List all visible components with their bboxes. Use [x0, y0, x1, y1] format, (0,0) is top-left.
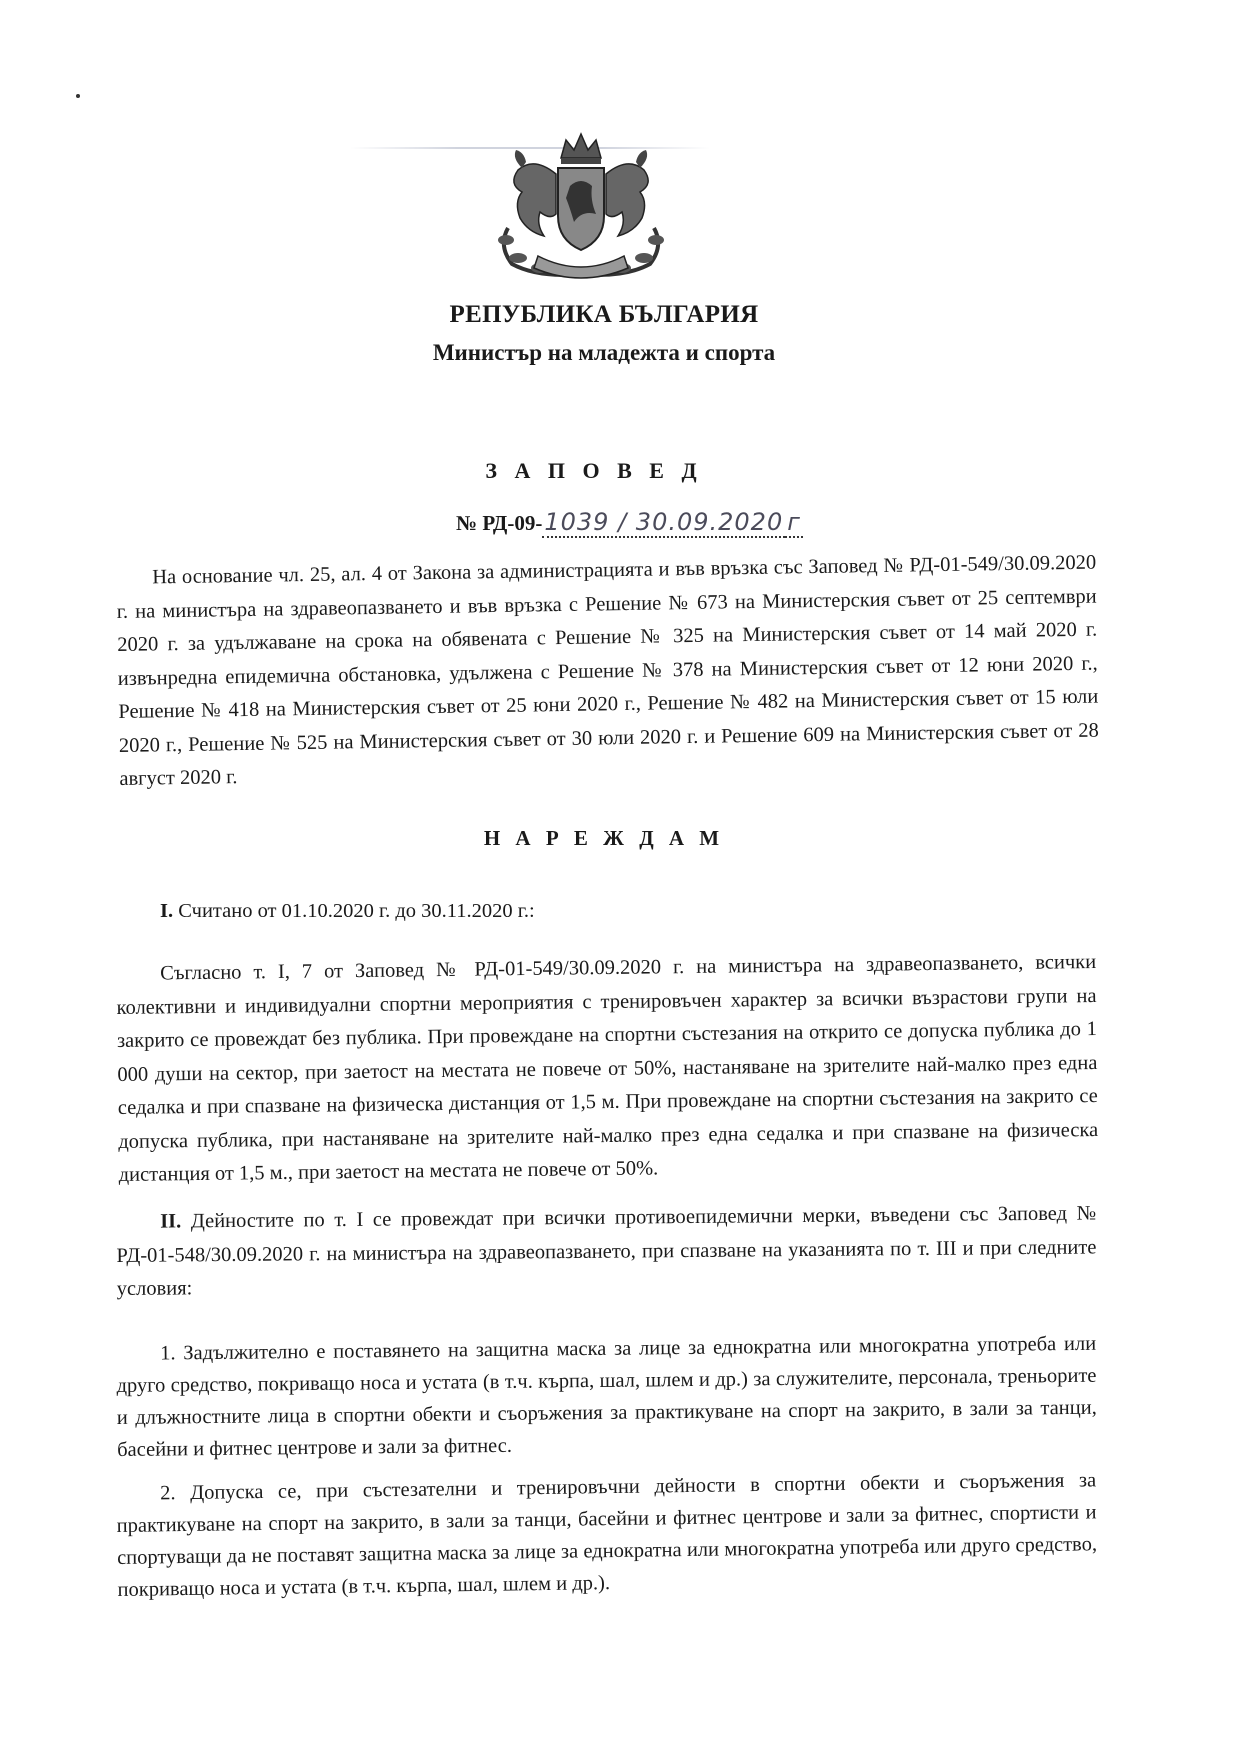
- section-2-text: Дейностите по т. I се провеждат при всички противоепидемични мерки, въведени със Заповед № РД-01-548/30.09.2020 г. на министъра на здравеопазването, при спазване на указанията по т. III и при следните условия:: [116, 1202, 1097, 1300]
- section-2-item-1: 1. Задължително е поставянето на защитна маска за лице за еднократна или многократна употреба или друго средство, покриващо носа и устата (в т.ч. кърпа, шал, шлем и др.) за служителите, персонала, треньорите и длъжностните лица в спортни обекти и съоръжения за практикуване на спорт на закрито, в зали за танци, басейни и фитнес центрове и зали за фитнес.: [116, 1332, 1097, 1461]
- section-2-roman: II.: [160, 1210, 182, 1233]
- section-1-roman: I.: [160, 900, 174, 922]
- section-2-item-2: 2. Допуска се, при състезателни и тренировъчни дейности в спортни обекти и съоръжения за практикуване на спорт на закрито, в зали за танци, басейни и фитнес центрове и зали за фитнес, спортисти и спортуващи да не поставят защитна маска за лице за еднократна или многократна употреба или друго средство, покриващо носа и устата (в т.ч. кърпа, шал, шлем и др.).: [116, 1469, 1098, 1601]
- section-1-heading: [160, 900, 535, 923]
- order-title: З А П О В Е Д: [485, 458, 703, 483]
- coat-of-arms-icon: [478, 128, 684, 286]
- section-2-paragraph: [116, 1197, 1097, 1306]
- republic-title: РЕПУБЛИКА БЪЛГАРИЯ: [449, 301, 759, 328]
- section-1-heading-text: Считано от 01.10.2020 г. до 30.11.2020 г.:: [178, 900, 535, 922]
- preamble-paragraph: На основание чл. 25, ал. 4 от Закона за администрацията и във връзка със Заповед № РД-01-549/30.09.2020 г. на министъра на здравеопазването и във връзка с Решение № 673 на Министерския съвет от 25 септември 2020 г. за удължаване на срока на обявената с Решение № 325 на Министерския съвет от 14 май 2020 г. извънредна епидемична обстановка, удължена с Решение № 378 на Министерския съвет от 12 юни 2020 г., Решение № 418 на Министерския съвет от 25 юни 2020 г., Решение № 482 на Министерския съвет от 15 юли 2020 г., Решение № 525 на Министерския съвет от 30 юли 2020 г. и Решение 609 на Министерския съвет от 28 август 2020 г.: [116, 551, 1099, 790]
- order-number-suffix: г: [787, 508, 801, 536]
- section-1-paragraph: Съгласно т. I, 7 от Заповед № РД-01-549/30.09.2020 г. на министъра на здравеопазването, всички колективни и индивидуални спортни мероприятия с тренировъчен характер за всички възрастови групи на закрито се провеждат без публика. При провеждане на спортни състезания на открито се допуска публика до 1 000 души на сектор, при заетост на местата не повече от 50%, настаняване на зрителите най-малко през една седалка и при спазване на физическа дистанция от 1,5 м. При провеждане на спортни състезания на закрито се допуска публика, при настаняване на зрителите най-малко през една седалка и при спазване на физическа дистанция от 1,5 м., при заетост на местата не повече от 50%.: [116, 951, 1099, 1186]
- order-number: [456, 508, 803, 536]
- order-number-prefix: № РД-09-: [456, 511, 543, 535]
- order-number-handwritten: 1039 / 30.09.2020: [544, 508, 784, 536]
- command-heading: Н А Р Е Ж Д А М: [483, 826, 725, 850]
- scan-speck: [76, 94, 80, 98]
- ministry-title: Министър на младежта и спорта: [432, 340, 776, 365]
